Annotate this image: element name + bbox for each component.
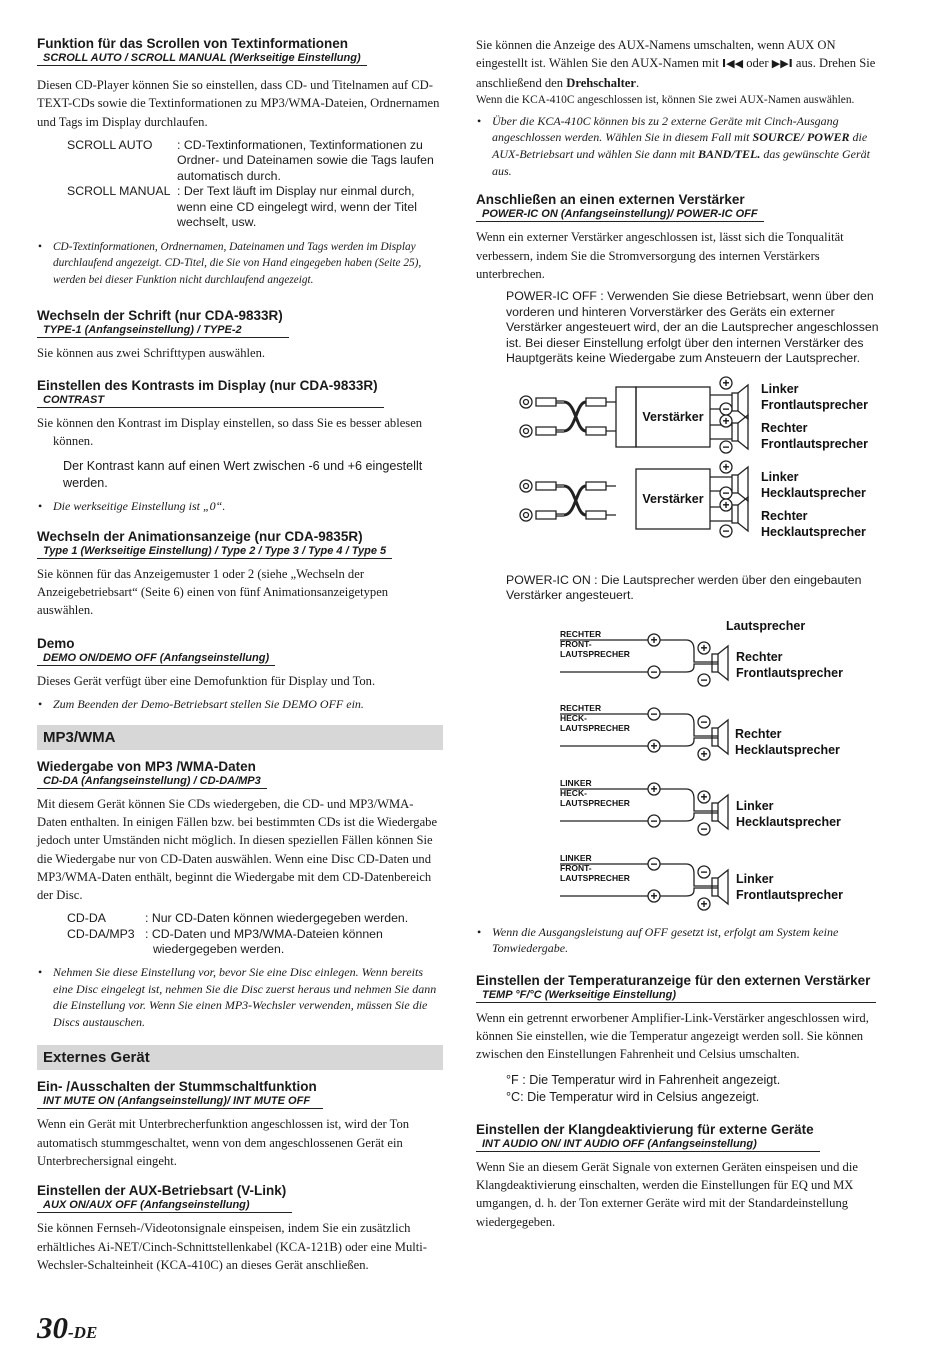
- external-device-section-bar: Externes Gerät: [37, 1045, 443, 1070]
- power-ic-off-definition: : Verwenden Sie diese Betriebsart, wenn über den vorderen und hinteren Vorverstärker des Geräts ein externer Verstärker angesteuert wird, der an die Lautsprecher angeschlossen ist. Bei dieser Einstellung erfolgt über den internen Verstärker des Hauptgeräts keine Wiedergabe zum Ansteuern der Lautsprecher.: [506, 289, 879, 366]
- speaker-label: Rechter: [736, 649, 783, 664]
- section-heading: [37, 1079, 323, 1109]
- section-heading: [476, 973, 876, 1003]
- font-heading: Wechseln der Schrift (nur CDA-9833R): [37, 308, 283, 324]
- mp3-options: [67, 911, 443, 958]
- speaker-label: Hecklautsprecher: [761, 524, 866, 539]
- power-ic-off-text: [506, 289, 886, 367]
- minus-sign-icon: −: [700, 864, 708, 879]
- rca-jack-icon: [520, 480, 532, 492]
- section-heading: [37, 378, 384, 408]
- minus-sign-icon: −: [650, 706, 658, 721]
- wire-label: LAUTSPRECHER: [560, 797, 630, 808]
- scroll-paragraph: Diesen CD-Player können Sie so einstellen, dass CD- und Titelnamen auf CD-TEXT-CDs sowie die Textinformationen zu MP3/WMA-Dateien, Ordnernamen und Tags im Display durchlaufen.: [37, 78, 440, 129]
- plus-sign-icon: +: [700, 640, 708, 655]
- speaker-label: Frontlautsprecher: [736, 887, 843, 902]
- amp-paragraph: Wenn ein externer Verstärker angeschlossen ist, lässt sich die Tonqualität verbessern, indem Sie die Stromversorgung des internen Verstärkers unterbrechen.: [476, 230, 844, 281]
- minus-sign-icon: −: [722, 401, 730, 416]
- speaker-label: Rechter: [761, 420, 808, 435]
- scroll-manual-desc: : Der Text läuft im Display nur einmal durch, wenn eine CD eingelegt wird, wenn der Titel wechselt, usw.: [177, 184, 417, 230]
- aux-small-note: Wenn die KCA-410C angeschlossen ist, können Sie zwei AUX-Namen auswählen.: [476, 93, 855, 106]
- page-number: [37, 1310, 97, 1351]
- scroll-subheading: SCROLL AUTO / SCROLL MANUAL (Werkseitige Einstellung): [43, 52, 361, 64]
- external-amplifier-diagram: [476, 375, 886, 563]
- speaker-label: Hecklautsprecher: [735, 742, 840, 757]
- minus-sign-icon: −: [700, 672, 708, 687]
- amp-heading: Anschließen an einen externen Verstärker: [476, 192, 745, 208]
- minus-sign-icon: −: [650, 856, 658, 871]
- scroll-heading: Funktion für das Scrollen von Textinformationen: [37, 36, 349, 51]
- power-ic-on-desc: [506, 573, 886, 604]
- sound-deactivation-heading: Einstellen der Klangdeaktivierung für externe Geräte: [476, 1121, 814, 1137]
- section-heading: [37, 308, 289, 338]
- section-heading: [37, 759, 267, 789]
- plus-sign-icon: +: [722, 375, 730, 390]
- cdda-term: CD-DA: [67, 911, 106, 926]
- animation-subheading: Type 1 (Werkseitige Einstellung) / Type 2 / Type 3 / Type 4 / Type 5: [43, 544, 387, 557]
- demo-heading: Demo: [37, 635, 75, 651]
- speaker-label: Linker: [736, 871, 774, 886]
- scroll-options: [67, 138, 443, 231]
- aux-note-text-3: das gewünschte Gerät aus.: [492, 147, 870, 178]
- cdda-mp3-term: CD-DA/MP3: [67, 926, 135, 941]
- amp-subheading: POWER-IC ON (Anfangseinstellung)/ POWER-IC OFF: [482, 208, 758, 221]
- mute-subheading: INT MUTE ON (Anfangseinstellung)/ INT MUTE OFF: [43, 1095, 311, 1108]
- scroll-auto-desc: : CD-Textinformationen, Textinformationen zu Ordner- und Dateinamen sowie die Tags laufen automatisch durch.: [177, 137, 434, 183]
- wire-label: HECK-: [560, 712, 587, 723]
- contrast-paragraph: Sie können den Kontrast im Display einstellen, so dass Sie es besser ablesen können.: [37, 415, 423, 448]
- contrast-subheading: CONTRAST: [43, 393, 105, 406]
- fahrenheit-desc: °F : Die Temperatur wird in Fahrenheit angezeigt.: [506, 1072, 781, 1087]
- plus-sign-icon: +: [722, 497, 730, 512]
- speaker-label: Rechter: [735, 726, 782, 741]
- speaker-icon: [712, 870, 728, 904]
- speaker-label: Linker: [736, 798, 774, 813]
- power-ic-off-term: POWER-IC OFF: [506, 289, 597, 304]
- animation-heading: Wechseln der Animationsanzeige (nur CDA-9835R): [37, 528, 363, 544]
- speaker-icon: [732, 415, 748, 449]
- plus-sign-icon: +: [650, 738, 658, 753]
- speaker-label: Frontlautsprecher: [761, 436, 868, 451]
- minus-sign-icon: −: [650, 664, 658, 679]
- scroll-note: • CD-Textinformationen, Ordnernamen, Dateinamen und Tags werden im Display durchlaufend angezeigt. CD-Titel, die Sie von Hand eingegeben haben (Seite 25), werden bei dieser Funktion nicht durchlaufend angezeigt.: [37, 239, 443, 289]
- animation-paragraph: Sie können für das Anzeigemuster 1 oder 2 (siehe „Wechseln der Anzeigebetriebsart“ (Seite 6) einen von fünf Animationsanzeigetypen auswählen.: [37, 566, 389, 618]
- wire-label: LAUTSPRECHER: [560, 722, 630, 733]
- wire-label: LAUTSPRECHER: [560, 648, 630, 659]
- section-heading: [37, 529, 392, 559]
- wire-label: RECHTER: [560, 702, 602, 713]
- mute-paragraph: Wenn ein Gerät mit Unterbrecherfunktion angeschlossen ist, wird der Ton automatisch stummgeschaltet, wenn von dem angeschlossenen Gerät ein Unterbrechersignal eingeht.: [37, 1117, 410, 1168]
- speaker-label: Hecklautsprecher: [761, 485, 866, 500]
- temperature-heading: Einstellen der Temperaturanzeige für den externen Verstärker: [476, 972, 871, 988]
- section-heading: [476, 192, 764, 222]
- minus-sign-icon: −: [722, 439, 730, 454]
- mp3-wma-section-bar: MP3/WMA: [37, 725, 443, 750]
- rca-jack-icon: [520, 509, 532, 521]
- wire-label: HECK-: [560, 787, 587, 798]
- power-ic-off-desc: [506, 289, 886, 367]
- rotary-knob-label: Drehschalter: [566, 75, 636, 90]
- speaker-label: Frontlautsprecher: [761, 397, 868, 412]
- wire-label: RECHTER: [560, 628, 602, 639]
- aux-subheading: AUX ON/AUX OFF (Anfangseinstellung): [43, 1199, 250, 1212]
- next-key-glyph: ▶▶I: [771, 57, 793, 71]
- demo-note: • Zum Beenden der Demo-Betriebsart stellen Sie DEMO OFF ein.: [37, 696, 443, 713]
- cdda-desc: : Nur CD-Daten können wiedergegeben werden.: [145, 911, 409, 926]
- mp3-heading: Wiedergabe von MP3 /WMA-Daten: [37, 758, 256, 774]
- amplifier-label: Verstärker: [642, 491, 704, 506]
- page-language-suffix: -DE: [68, 1323, 98, 1342]
- temperature-paragraph: Wenn ein getrennt erworbener Amplifier-Link-Verstärker angeschlossen wird, können Sie einstellen, wie die Temperatur angezeigt werden soll. Sie können zwischen den Einstellungen Fahrenheit und Celsius umschalten.: [476, 1010, 869, 1062]
- source-power-label: SOURCE/ POWER: [752, 130, 850, 145]
- demo-subheading: DEMO ON/DEMO OFF (Anfangseinstellung): [43, 651, 270, 664]
- speaker-label: Hecklautsprecher: [736, 814, 841, 829]
- period: .: [635, 75, 640, 90]
- speakers-header: Lautsprecher: [726, 618, 806, 633]
- speaker-label: Linker: [761, 381, 799, 396]
- power-note: • Wenn die Ausgangsleistung auf OFF gesetzt ist, erfolgt am System keine Tonwiedergabe.: [476, 924, 886, 957]
- wire-label: LINKER: [560, 777, 592, 788]
- section-heading: [476, 1122, 820, 1152]
- speaker-label: Linker: [761, 469, 799, 484]
- aux-heading: Einstellen der AUX-Betriebsart (V-Link): [37, 1183, 287, 1199]
- speaker-label: Frontlautsprecher: [736, 665, 843, 680]
- contrast-range-text: Der Kontrast kann auf einen Wert zwischen -6 und +6 eingestellt werden.: [63, 459, 423, 491]
- cdda-mp3-desc: : CD-Daten und MP3/WMA-Dateien können wiedergegeben werden.: [145, 926, 383, 957]
- plus-sign-icon: +: [650, 632, 658, 647]
- sound-deactivation-subheading: INT AUDIO ON/ INT AUDIO OFF (Anfangseinstellung): [482, 1137, 757, 1150]
- speaker-icon: [712, 795, 728, 829]
- plus-sign-icon: +: [700, 746, 708, 761]
- power-ic-on-definition: : Die Lautsprecher werden über den eingebauten Verstärker angesteuert.: [506, 572, 862, 603]
- scroll-manual-term: SCROLL MANUAL: [67, 184, 171, 199]
- plus-sign-icon: +: [700, 896, 708, 911]
- wire-label: LAUTSPRECHER: [560, 872, 630, 883]
- band-tel-label: BAND/TEL.: [697, 147, 761, 162]
- prev-key-glyph: I◀◀: [722, 57, 744, 71]
- rca-jack-icon: [520, 396, 532, 408]
- mute-heading: Ein- /Ausschalten der Stummschaltfunktion: [37, 1079, 317, 1095]
- speaker-icon: [732, 497, 748, 531]
- rca-jack-icon: [520, 425, 532, 437]
- section-heading: [37, 1183, 292, 1213]
- mp3-paragraph: Mit diesem Gerät können Sie CDs wiedergeben, die CD- und MP3/WMA-Daten enthalten. In einigen Fällen bzw. bei bestimmten CDs ist die Wiedergabe jedoch unter Umständen nicht möglich. In diesen speziellen Fällen können Sie die Wiedergabe nur von CD-Daten auswählen. Wenn eine Disc CD-Daten und MP3/WMA-Daten enthält, beginnt die Wiedergabe mit dem CD-Datenbereich der Disc.: [37, 796, 438, 903]
- speaker-icon: [732, 385, 748, 419]
- speaker-label: Rechter: [761, 508, 808, 523]
- page-number-value: 30: [37, 1310, 68, 1345]
- aux-note-text-2: die AUX-Betriebsart und wählen Sie dann mit: [492, 130, 868, 162]
- power-ic-on-text: [506, 573, 886, 604]
- temperature-subheading: TEMP °F/°C (Werkseitige Einstellung): [482, 988, 676, 1001]
- plus-sign-icon: +: [650, 781, 658, 796]
- sound-deactivation-paragraph: Wenn Sie an diesem Gerät Signale von externen Geräten einspeisen und die Klangdeaktivierung einschalten, werden die Einstellungen für EQ und MX umgangen, d. h. der Ton externer Geräte wird mit der Standardeinstellung wiedergegeben.: [476, 1159, 858, 1229]
- wire-label: FRONT-: [560, 638, 592, 649]
- font-subheading: TYPE-1 (Anfangseinstellung) / TYPE-2: [43, 324, 242, 337]
- speaker-wiring-diagram: [476, 614, 886, 912]
- section-heading: [37, 36, 367, 66]
- aux-name-text-rotate: aus. Drehen Sie anschließend den: [476, 56, 876, 90]
- aux-name-text: Sie können die Anzeige des AUX-Namens umschalten, wenn AUX ON eingestellt ist. Wählen Sie den AUX-Namen mit: [476, 38, 836, 71]
- minus-sign-icon: −: [700, 714, 708, 729]
- wire-label: FRONT-: [560, 862, 592, 873]
- wire-label: LINKER: [560, 852, 592, 863]
- plus-sign-icon: +: [650, 888, 658, 903]
- power-ic-on-term: POWER-IC ON: [506, 572, 591, 587]
- minus-sign-icon: −: [700, 821, 708, 836]
- aux-paragraph: Sie können Fernseh-/Videotonsignale einspeisen, indem Sie ein zusätzlich erhältliches Ai-NET/Cinch-Schnittstellenkabel (KCA-121B) oder eine Multi-Wechsler-Schalteinheit (KCA-410C) an dieses Gerät anschließen.: [37, 1221, 427, 1272]
- minus-sign-icon: −: [722, 523, 730, 538]
- mp3-subheading: CD-DA (Anfangseinstellung) / CD-DA/MP3: [43, 774, 261, 787]
- aux-name-paragraph: [476, 36, 886, 92]
- speaker-icon: [712, 646, 728, 680]
- contrast-heading: Einstellen des Kontrasts im Display (nur CDA-9833R): [37, 377, 378, 393]
- section-heading: [37, 636, 275, 666]
- left-column: [37, 36, 443, 1274]
- plus-sign-icon: +: [700, 789, 708, 804]
- speaker-icon: [732, 467, 748, 501]
- speaker-icon: [712, 720, 728, 754]
- plus-sign-icon: +: [722, 459, 730, 474]
- celsius-desc: °C: Die Temperatur wird in Celsius angezeigt.: [506, 1090, 760, 1105]
- aux-note-text: Über die KCA-410C können bis zu 2 externe Geräte mit Cinch-Ausgang angeschlossen werden. Wählen Sie in diesem Fall mit: [492, 113, 839, 145]
- plus-sign-icon: +: [722, 413, 730, 428]
- scroll-auto-term: SCROLL AUTO: [67, 137, 153, 152]
- aux-note: [476, 113, 886, 179]
- aux-name-text-or: oder: [746, 56, 769, 71]
- font-paragraph: Sie können aus zwei Schrifttypen auswählen.: [37, 346, 266, 361]
- minus-sign-icon: −: [722, 485, 730, 500]
- right-column: [476, 36, 886, 1231]
- minus-sign-icon: −: [650, 813, 658, 828]
- contrast-note: • Die werkseitige Einstellung ist „0“.: [37, 498, 443, 515]
- mp3-note: • Nehmen Sie diese Einstellung vor, bevor Sie eine Disc einlegen. Wenn bereits eine Disc eingelegt ist, nehmen Sie die Disc zuerst heraus und nehmen Sie dann die Einstellung vor. Wenn Sie einen MP3-Wechsler verwenden, müssen Sie die Discs austauschen.: [37, 964, 443, 1030]
- demo-paragraph: Dieses Gerät verfügt über eine Demofunktion für Display und Ton.: [37, 673, 376, 688]
- amplifier-label: Verstärker: [642, 409, 704, 424]
